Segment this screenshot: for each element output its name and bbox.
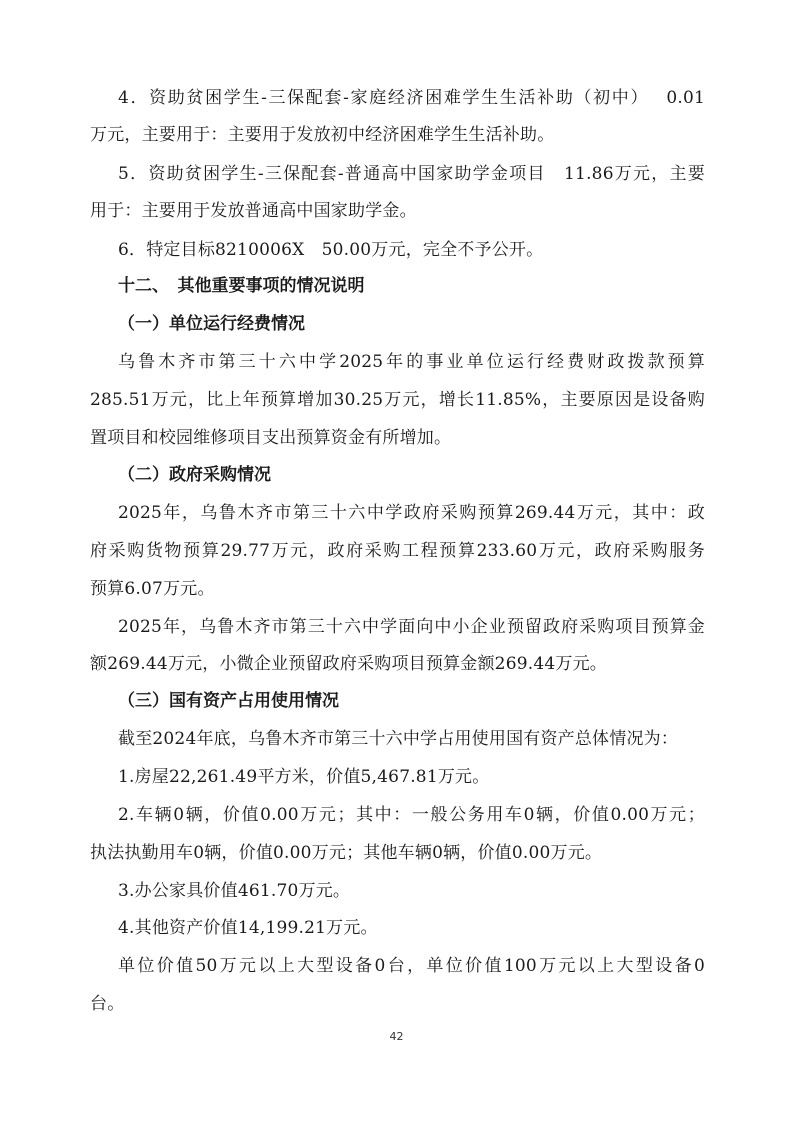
item6: 6．特定目标8210006X 50.00万元，完全不予公开。 [118,240,544,260]
sub3-item2-line2: 执法执勤用车0辆，价值0.00万元；其他车辆0辆，价值0.00万元。 [90,843,603,863]
item4-line1: 4．资助贫困学生-三保配套-家庭经济困难学生生活补助（初中） 0.01 [118,88,705,108]
section-12-title: 十二、 其他重要事项的情况说明 [118,276,365,296]
sub2-paragraph1-line2: 府采购货物预算29.77万元，政府采购工程预算233.60万元，政府采购服务 [90,541,705,561]
sub3-item2-line1: 2.车辆0辆，价值0.00万元；其中：一般公务用车0辆，价值0.00万元； [118,805,705,825]
sub3-item3: 3.办公家具价值461.70万元。 [118,881,351,901]
sub1-paragraph-line1: 乌鲁木齐市第三十六中学2025年的事业单位运行经费财政拨款预算 [118,352,705,372]
sub3-item1: 1.房屋22,261.49平方米，价值5,467.81万元。 [118,767,490,787]
sub3-item4: 4.其他资产价值14,199.21万元。 [118,918,378,938]
sub2-paragraph2-line2: 额269.44万元，小微企业预留政府采购项目预算金额269.44万元。 [90,654,607,674]
item5-line2: 用于：主要用于发放普通高中国家助学金。 [90,201,417,221]
sub3-paragraph2-line1: 单位价值50万元以上大型设备0台，单位价值100万元以上大型设备0 [118,956,705,976]
sub3-intro: 截至2024年底，乌鲁木齐市第三十六中学占用使用国有资产总体情况为： [118,729,679,749]
sub2-paragraph1-line1: 2025年，乌鲁木齐市第三十六中学政府采购预算269.44万元，其中：政 [118,503,705,523]
sub1-paragraph-line2: 285.51万元，比上年预算增加30.25万元，增长11.85%，主要原因是设备购 [90,390,705,410]
subsection-2-title: （二）政府采购情况 [118,465,271,485]
sub1-paragraph-line3: 置项目和校园维修项目支出预算资金有所增加。 [90,428,452,448]
sub2-paragraph1-line3: 预算6.07万元。 [90,579,215,599]
page-number: 42 [389,1030,404,1043]
subsection-1-title: （一）单位运行经费情况 [118,314,305,334]
sub2-paragraph2-line1: 2025年，乌鲁木齐市第三十六中学面向中小企业预留政府采购项目预算金 [118,617,705,637]
item5-line1: 5．资助贫困学生-三保配套-普通高中国家助学金项目 11.86万元，主要 [118,164,705,184]
subsection-3-title: （三）国有资产占用使用情况 [118,691,339,711]
sub3-paragraph2-line2: 台。 [90,994,125,1014]
item4-line2: 万元，主要用于：主要用于发放初中经济困难学生生活补助。 [90,125,555,145]
